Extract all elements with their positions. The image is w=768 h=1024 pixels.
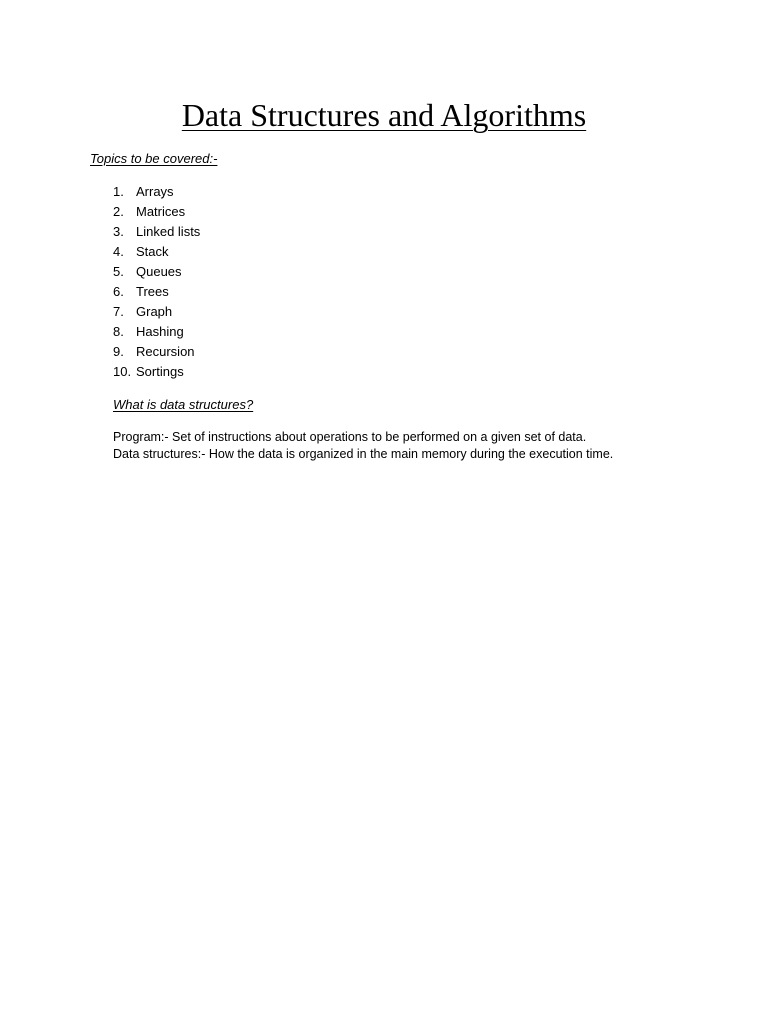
list-item-number: 6. [113,284,124,299]
list-item-number: 5. [113,264,124,279]
list-item [0,202,300,222]
list-item-label: Arrays [136,184,174,199]
list-item-label: Trees [136,284,169,299]
data-structures-definition: Data structures:- How the data is organized in the main memory during the execution time. [113,447,614,461]
topic-list [0,182,300,382]
list-item [0,322,300,342]
list-item [0,182,300,202]
list-item-number: 10. [113,364,132,379]
list-item-number: 7. [113,304,124,319]
program-definition: Program:- Set of instructions about operations to be performed on a given set of data. [113,430,587,444]
question-heading: What is data structures? [113,397,254,412]
list-item [0,262,300,282]
list-item-label: Graph [136,304,173,319]
list-item [0,342,300,362]
list-item [0,222,300,242]
list-item-number: 9. [113,344,124,359]
page-title: Data Structures and Algorithms [181,97,587,133]
list-item [0,242,300,262]
list-item-label: Stack [136,244,169,259]
list-item-label: Hashing [136,324,184,339]
list-item-number: 4. [113,244,124,259]
list-item-label: Sortings [136,364,184,379]
topics-heading: Topics to be covered:- [90,151,218,166]
list-item-number: 1. [113,184,124,199]
list-item-label: Matrices [136,204,186,219]
list-item [0,302,300,322]
list-item-number: 8. [113,324,124,339]
list-item [0,362,300,382]
list-item-number: 2. [113,204,124,219]
list-item-label: Recursion [136,344,195,359]
definitions-block [113,429,733,463]
list-item-label: Queues [136,264,182,279]
list-item-number: 3. [113,224,124,239]
list-item [0,282,300,302]
list-item-label: Linked lists [136,224,201,239]
